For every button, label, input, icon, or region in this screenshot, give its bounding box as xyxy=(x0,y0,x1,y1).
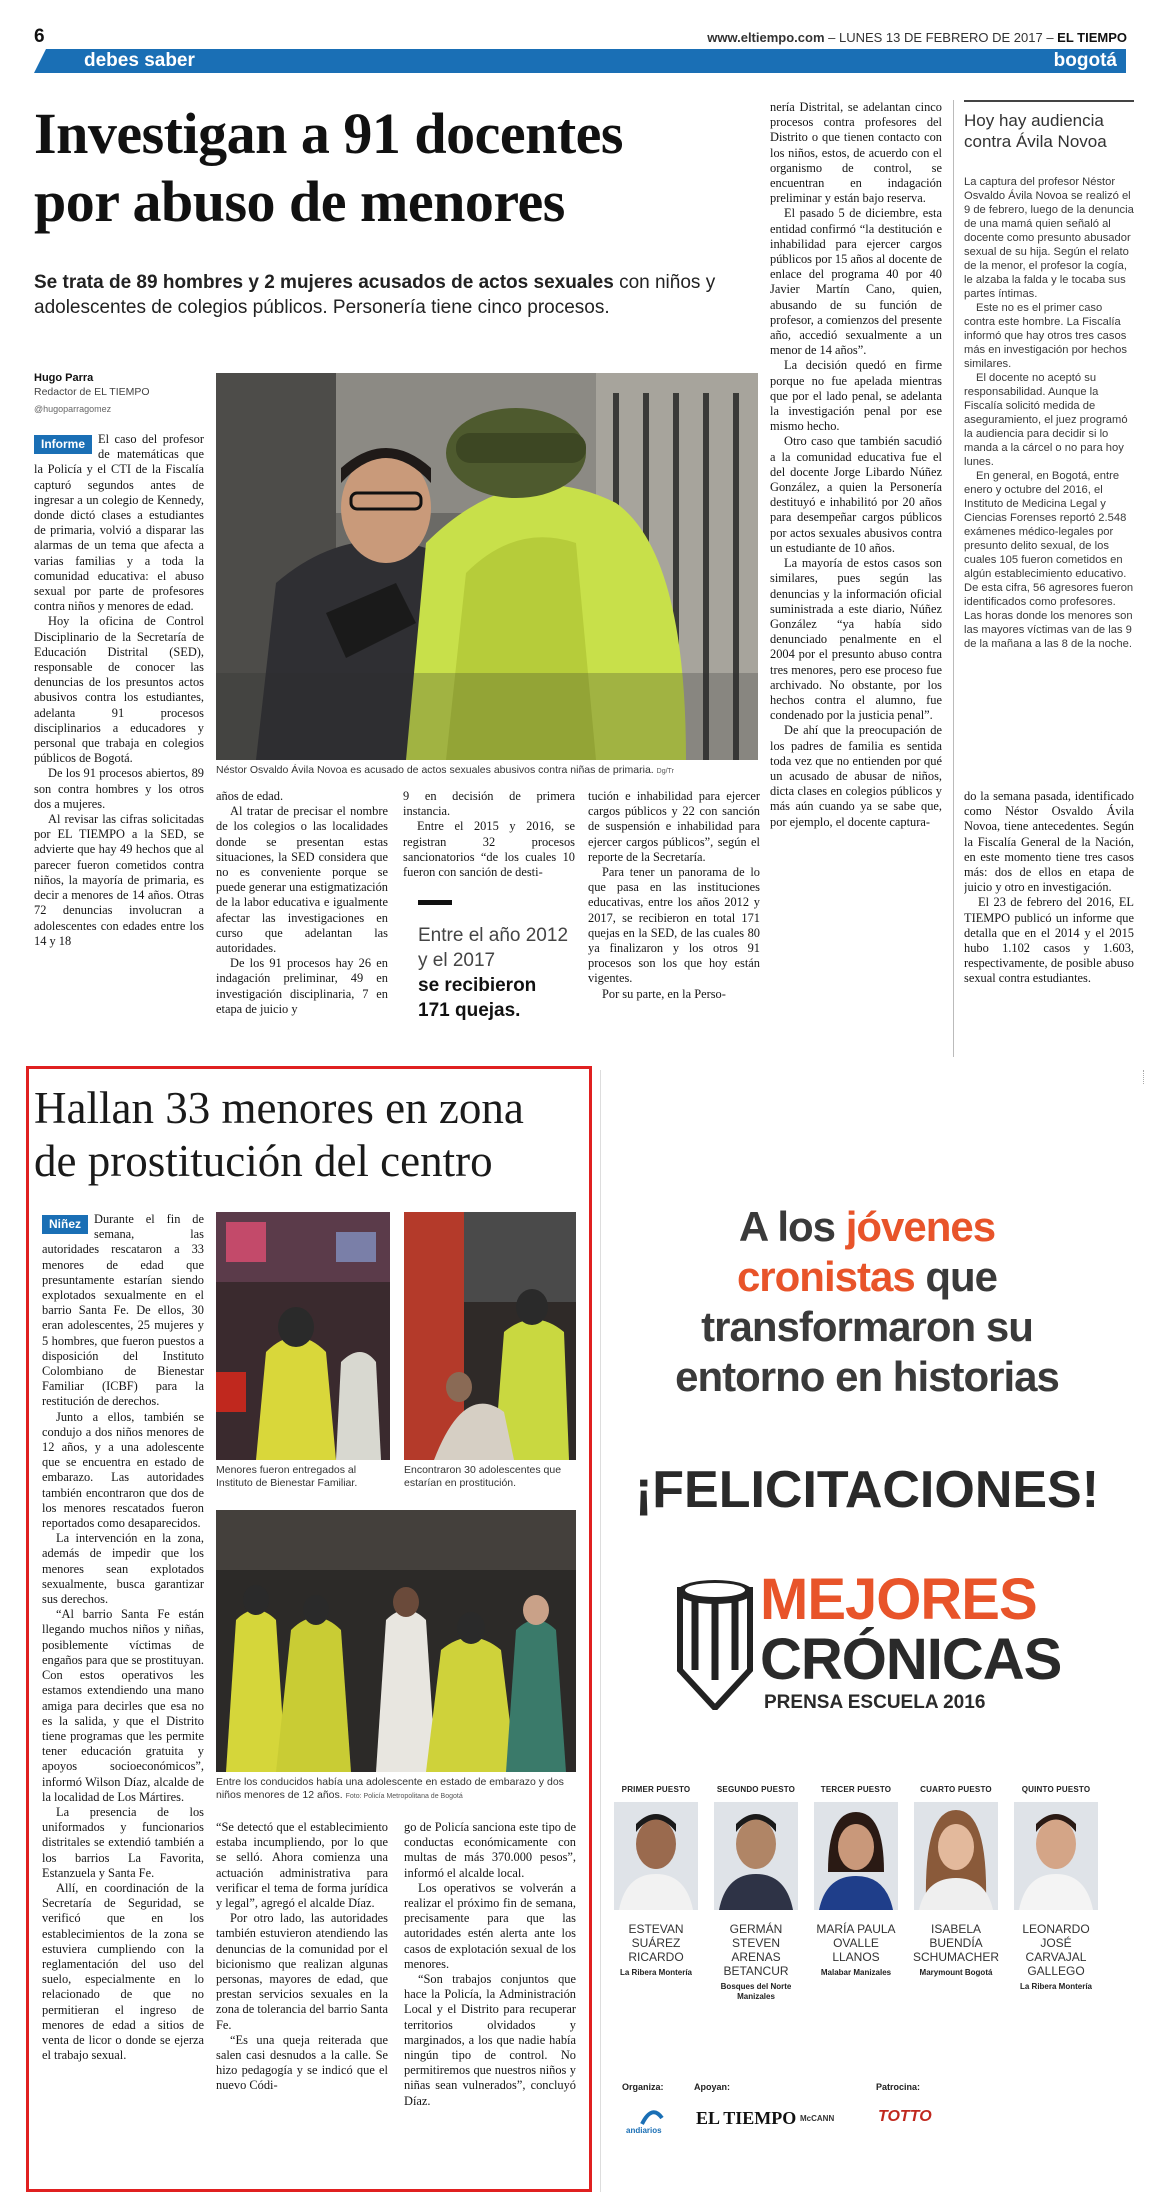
pen-icon xyxy=(660,1570,770,1710)
main-headline xyxy=(34,100,774,236)
page-number: 6 xyxy=(34,26,45,47)
winner-place: CUARTO PUESTO xyxy=(920,1785,992,1794)
second-photo-1-caption: Menores fueron entregados al Instituto de Bienestar Familiar. xyxy=(216,1464,358,1489)
main-paragraph: Por su parte, en la Perso- xyxy=(602,986,726,1001)
winner-card xyxy=(810,1785,902,1978)
winner-school: La Ribera Montería xyxy=(1019,1982,1092,1991)
main-photo xyxy=(216,373,758,760)
winner-photo xyxy=(914,1802,998,1910)
winner-name: ESTEVAN SUÁREZ RICARDO xyxy=(628,1922,684,1964)
section-label: debes saber xyxy=(84,50,195,71)
ad-intro-line-1: A los jóvenes xyxy=(738,1203,996,1250)
eltiempo-logo: EL TIEMPO xyxy=(696,2108,797,2128)
city-label: bogotá xyxy=(1053,50,1117,71)
winner-place: QUINTO PUESTO xyxy=(1021,1785,1091,1794)
main-paragraph: nería Distrital, se adelantan cinco procesos contra profesores del Distrito o que tienen contacto con los niños, estos, de acuerdo con el organismo de control, se encuentran en indagación preliminar y están bajo reserva. xyxy=(770,100,942,206)
police-street-photo xyxy=(216,1212,390,1460)
winner-card xyxy=(910,1785,1002,1978)
pullquote-bold: se recibieron 171 quejas. xyxy=(418,975,537,1021)
byline xyxy=(34,372,204,414)
ad-intro-line-2: cronistas que xyxy=(736,1253,998,1300)
winner-place: SEGUNDO PUESTO xyxy=(716,1785,796,1794)
main-col-2 xyxy=(216,789,388,1057)
logo-line-1: MEJORES xyxy=(760,1567,1037,1632)
pullquote-light: Entre el año 2012 y el 2017 xyxy=(418,925,569,971)
headline-line-2: por abuso de menores xyxy=(34,169,565,234)
totto-logo: TOTTO xyxy=(878,2108,932,2125)
main-col-5 xyxy=(770,100,942,1057)
headline-line-1: Investigan a 91 docentes xyxy=(34,101,623,166)
second-paragraph: Allí, en coordinación de la Secretaría de Seguridad, se verificó que en los establecimientos de la zona se estuviera cumpliendo con la reglamentación del uso del suelo, especialmente en lo relacionado de que no permitieran el ingreso de menores de edad a sitios de venta de licor o donde se ejerza el trabajo sexual. xyxy=(42,1880,204,2063)
winner-place: TERCER PUESTO xyxy=(820,1785,892,1794)
main-paragraph: Al tratar de precisar el nombre de los colegios o las localidades donde se presentan estas situaciones, la SED considera que no es conveniente porque se puede generar una estigmatización de la labor educativa e igualmente afectar las investigaciones en curso que adelantan las autoridades. xyxy=(216,804,388,956)
winner-name: MARÍA PAULA OVALLE LLANOS xyxy=(816,1922,896,1964)
ad-intro-line-4: entorno en historias xyxy=(675,1353,1059,1400)
ad-highlight: cronistas xyxy=(736,1253,915,1300)
main-subhead xyxy=(34,270,764,320)
issue-date: – LUNES 13 DE FEBRERO DE 2017 – xyxy=(824,30,1058,45)
main-col-1 xyxy=(34,432,204,1057)
subhead-rest: con niños y adolescentes de colegios públicos. Personería tiene cinco procesos. xyxy=(34,272,716,318)
winner-school: La Ribera Montería xyxy=(619,1968,692,1977)
adolescents-photo xyxy=(404,1212,576,1460)
second-col-1 xyxy=(42,1212,204,2182)
second-paragraph: Niñez Durante el fin de semana, las autoridades rescataron a 33 menores de edad que presuntamente estarían siendo explotados sexualmente en el barrio Santa Fe. De ellos, 30 eran adolescentes, 25 mujeres y 5 hombres, que fueron puestos a disposición del Instituto Colombiano de Bienestar Familiar (ICBF) para la restitución de derechos. xyxy=(42,1212,204,1409)
gutter-mark xyxy=(1143,1070,1149,1084)
ad-congrats: ¡FELICITACIONES! xyxy=(634,1461,1100,1519)
second-paragraph: “Al barrio Santa Fe están llegando muchos niños y niñas, posiblemente víctimas de engaños para que se prostituyan. Con estos operativos les estamos extendiendo una mano amiga para decirles que esa no es la salida, y que el Distrito tiene programas que les permite tener educación gratuita y apoyos socioeconómicos”, informó Wilson Díaz, alcalde de la localidad de Los Mártires. xyxy=(42,1607,204,1804)
logo-line-2: CRÓNICAS xyxy=(760,1627,1062,1692)
second-paragraph: “Es una queja reiterada que salen casi desnudos a la calle. Se hizo pedagogía y se indicó que el nuevo Códi- xyxy=(216,2032,388,2093)
second-paragraph: Los operativos se volverán a realizar el próximo fin de semana, precisamente para que las autoridades estén alerta ante los casos de explotación sexual de los menores. xyxy=(404,1880,576,1971)
main-paragraph: El 23 de febrero del 2016, EL TIEMPO publicó un informe que detalla que en el 2014 y el 2015 hubo 1.102 casos y 1.603, respectivamente, de posible abuso sexual contra estudiantes. xyxy=(964,895,1134,986)
winner-name: LEONARDO JOSÉ CARVAJAL GALLEGO xyxy=(1022,1922,1090,1978)
sidebar-top-rule xyxy=(964,100,1134,102)
second-paragraph: Junto a ellos, también se condujo a dos niños menores de 12 años, y a una adolescente que se encuentra en estado de embarazo. Las autoridades también encontraron que dos de los menores rescatados fueron reportados como desaparecidos. xyxy=(42,1409,204,1531)
second-photo-2-caption: Encontraron 30 adolescentes que estarían en prostitución. xyxy=(404,1464,562,1489)
apoyan-label: Apoyan: xyxy=(694,2082,730,2092)
patrocina-label: Patrocina: xyxy=(876,2082,921,2092)
winner-school: Marymount Bogotá xyxy=(919,1968,993,1977)
arrest-photo-illustration xyxy=(216,373,758,760)
author-name: Hugo Parra xyxy=(34,372,94,384)
logo-line-3: PRENSA ESCUELA 2016 xyxy=(764,1692,986,1713)
winner-photo xyxy=(614,1802,698,1910)
main-paragraph: Otro caso que también sacudió a la comunidad educativa fue el del docente Jorge Libardo Núñez González, a quien la Personería destituyó e inhabilitó por 20 años para desempeñar cargos públicos por actos sexuales abusivos contra un estudiante de 10 años. xyxy=(770,434,942,555)
sidebar-paragraph: En general, en Bogotá, entre enero y octubre del 2016, el Instituto de Medicina Legal y Ciencias Forenses reportó 2.548 exámenes médico-legales por presunto delito sexual, de los cuales 105 fueron cometidos en algún establecimiento educativo. De esta cifra, 56 agresores fueron identificados como profesores. Las horas donde los menores son las mayores víctimas van de las 9 de la mañana a las 8 de la noche. xyxy=(964,470,1134,650)
second-paragraph: La intervención en la zona, además de impedir que los menores sean explotados sexualmente, busca garantizar sus derechos. xyxy=(42,1531,204,1607)
main-col-3 xyxy=(403,789,575,879)
sidebar-title: Hoy hay audiencia contra Ávila Novoa xyxy=(964,111,1107,151)
second-headline xyxy=(34,1082,584,1188)
subhead-bold: Se trata de 89 hombres y 2 mujeres acusados de actos sexuales xyxy=(34,272,614,293)
section-bar xyxy=(34,49,1126,73)
paper-name: EL TIEMPO xyxy=(1057,30,1127,45)
second-headline-line-2: de prostitución del centro xyxy=(34,1136,493,1186)
sidebar-body xyxy=(964,175,1134,815)
andiarios-logo xyxy=(622,2108,682,2138)
section-tag-informe: Informe xyxy=(34,435,92,454)
group-photo xyxy=(216,1510,576,1772)
section-tag-ninez: Niñez xyxy=(42,1215,88,1234)
winner-school: Bosques del Norte Manizales xyxy=(720,1982,792,2001)
main-paragraph: De los 91 procesos hay 26 en indagación preliminar, 49 en investigación disciplinaria, 7 en etapa de juicio y xyxy=(216,956,388,1016)
main-col-6 xyxy=(964,789,1134,1057)
second-paragraph: Por otro lado, las autoridades también estuvieron atendiendo las denuncias de la comunidad por el bicionismo que realizan algunas personas, mayores de edad, que prestan servicios sexuales en la zona de tolerancia del barrio Santa Fe. xyxy=(216,1911,388,2032)
sidebar-box xyxy=(964,100,1134,152)
andiarios-text: andiarios xyxy=(626,2126,662,2135)
second-paragraph: “Se detectó que el establecimiento estaba incumpliendo, por lo que se selló. Ahora comienza una actuación administrativa para verificar el tema de forma jurídica y legal”, agregó el alcalde Díaz. xyxy=(216,1820,388,1911)
masthead-line xyxy=(707,30,1127,45)
pullquote-bar xyxy=(418,900,452,905)
second-photo-1 xyxy=(216,1212,390,1460)
site-url[interactable]: www.eltiempo.com xyxy=(707,30,825,45)
winner-name: GERMÁN STEVEN ARENAS BETANCUR xyxy=(723,1922,789,1978)
winner-school: Malabar Manizales xyxy=(820,1968,892,1977)
winner-card xyxy=(1010,1785,1102,1992)
main-paragraph: Para tener un panorama de lo que pasa en las instituciones educativas, entre los años 2012 y 2017, se recibieron en total 171 quejas en la SED, de las cuales 80 ya finalizaron y los otros 91 procesos son los que hoy están vigentes. xyxy=(588,865,760,986)
main-paragraph: años de edad. xyxy=(216,789,284,803)
second-col-2 xyxy=(216,1820,388,2180)
main-col-4 xyxy=(588,789,760,1057)
ad-intro-line-3: transformaron su xyxy=(701,1303,1033,1350)
sidebar-paragraph: El docente no aceptó su responsabilidad. Aunque la Fiscalía solicitó medida de aseguramiento, el juez programó la audiencia para decidir si lo manda a la cárcel o no para hoy lunes. xyxy=(964,372,1128,468)
main-paragraph: La decisión quedó en firme porque no fue apelada mientras que por el lado penal, se adelanta la investigación penal por ese mismo hecho. xyxy=(770,358,942,434)
winner-place: PRIMER PUESTO xyxy=(621,1785,691,1794)
mccann-logo: McCANN xyxy=(800,2114,835,2123)
main-paragraph: De ahí que la preocupación de los padres de familia es sentida toda vez que no entienden por qué un acusado de abusar de niños, dicta clases en colegios públicos y más aún cuando ya se sabe que, por ejemplo, el docente captura- xyxy=(770,723,942,829)
main-paragraph: El pasado 5 de diciembre, esta entidad confirmó “la destitución e inhabilidad para ejercer cargos públicos por 15 años al docente de enlace del programa 40 por 40 Javier Martín Cano, quien, abusando de su función de profesor, a comienzos del presente año, accedió sexualmente a un menor de 14 años”. xyxy=(770,206,942,358)
main-paragraph: Hoy la oficina de Control Disciplinario de la Secretaría de Educación Distrital (SED), responsable de conocer las denuncias de los presuntos actos abusivos contra los estudiantes, adelanta 91 procesos disciplinarios a educadores y personal que trabaja en colegios públicos de Bogotá. xyxy=(34,614,204,766)
sidebar-paragraph: Este no es el primer caso contra este hombre. La Fiscalía informó que hay otros tres casos más en investigación por hechos similares. xyxy=(964,302,1127,370)
main-paragraph: La mayoría de estos casos son similares, pues según las denuncias y la información oficial suministrada a este diario, Núñez González “ya había sido denunciado penalmente en el 2004 por el presunto abuso contra tres menores, pero ese proceso fue archivado. No obstante, por los hechos contra el alumno, fue condenado por la justicia penal”. xyxy=(770,556,942,723)
sidebar-paragraph: La captura del profesor Néstor Osvaldo Ávila Novoa se realizó el 9 de febrero, luego de la denuncia de una mamá quien señaló al docente como presunto abusador sexual de su hija. Según el relato de la menor, el profesor la cogía, le alzaba la falda y le tocaba sus partes íntimas. xyxy=(964,176,1134,300)
main-paragraph: Informe El caso del profesor de matemáticas que la Policía y el CTI de la Fiscalía capturó segundos antes de ingresar a un colegio de Kennedy, donde dictó clases a estudiantes de primaria, volvió a disparar las alarmas de un tema que afecta a varias familias y a toda la comunidad educativa: el abuso sexual por parte de profesores contra niños y menores de edad. xyxy=(34,432,204,614)
second-paragraph: “Son trabajos conjuntos que hace la Policía, la Administración Local y el Distrito para recuperar territorios olvidados y marginados, a los que nadie había ningún tipo de control. No permitiremos que nuestros niños y niñas sean vulnerados”, concluyó Díaz. xyxy=(404,1972,576,2108)
winner-photo xyxy=(714,1802,798,1910)
second-photo-2 xyxy=(404,1212,576,1460)
author-handle[interactable]: @hugoparragomez xyxy=(34,404,112,414)
winner-card xyxy=(610,1785,702,1978)
author-role: Redactor de EL TIEMPO xyxy=(34,386,150,398)
second-paragraph: La presencia de los uniformados y funcionarios distritales se extendió también a los barrios La Favorita, Estanzuela y Santa Fe. xyxy=(42,1804,204,1880)
winner-photo xyxy=(1014,1802,1098,1910)
ad-intro xyxy=(600,1202,1134,1402)
second-photo-3-caption: Entre los conducidos había una adolescente en estado de embarazo y dos niños menores de 12 años. Foto: Policía Metropolitana de Bogotá xyxy=(216,1776,564,1801)
mejores-cronicas-logo xyxy=(660,1567,1100,1720)
sidebar-divider xyxy=(953,100,954,1057)
second-paragraph: go de Policía sanciona este tipo de conductas económicamente con multas de más 370.000 pesos”, informó el alcalde local. xyxy=(404,1820,576,1880)
photo-credit: Foto: Policía Metropolitana de Bogotá xyxy=(345,1793,463,1800)
winner-photo xyxy=(814,1802,898,1910)
main-paragraph: tución e inhabilidad para ejercer cargos públicos y 22 con sanción de suspensión e inhabilidad para ejercer cargos públicos”, según el reporte de la Secretaría. xyxy=(588,789,760,864)
main-paragraph: do la semana pasada, identificado como Néstor Osvaldo Ávila Novoa, tiene antecedentes. Según la Fiscalía General de la Nación, en este momento tiene tres casos más: dos de ellos en etapa de juicio y otro en investigación. xyxy=(964,789,1134,895)
second-col-3 xyxy=(404,1820,576,2180)
ad-highlight: jóvenes xyxy=(845,1203,996,1250)
winner-name: ISABELA BUENDÍA SCHUMACHER xyxy=(912,1922,999,1964)
winner-card xyxy=(710,1785,802,2002)
second-photo-3 xyxy=(216,1510,576,1772)
photo-credit: Dg/Tr xyxy=(656,768,674,775)
main-paragraph: 9 en decisión de primera instancia. xyxy=(403,789,575,819)
main-paragraph: Al revisar las cifras solicitadas por EL TIEMPO a la SED, se advierte que hay 49 hechos que al parecer fueron cometidos contra niños, la mayoría de primaria, es decir a menores de 14 años. Otras 72 denuncias involucran a adolescentes con edades entre los 14 y 18 xyxy=(34,812,204,948)
pullquote xyxy=(418,900,568,1023)
main-photo-caption: Néstor Osvaldo Ávila Novoa es acusado de actos sexuales abusivos contra niñas de primaria. Dg/Tr xyxy=(216,764,674,776)
main-paragraph: De los 91 procesos abiertos, 89 son contra hombres y los otros dos a mujeres. xyxy=(34,766,204,811)
second-headline-line-1: Hallan 33 menores en zona xyxy=(34,1083,524,1133)
organiza-label: Organiza: xyxy=(622,2082,664,2092)
main-paragraph: Entre el 2015 y 2016, se registran 32 procesos sancionatorios “de los cuales 10 fueron con sanción de desti- xyxy=(403,819,575,879)
